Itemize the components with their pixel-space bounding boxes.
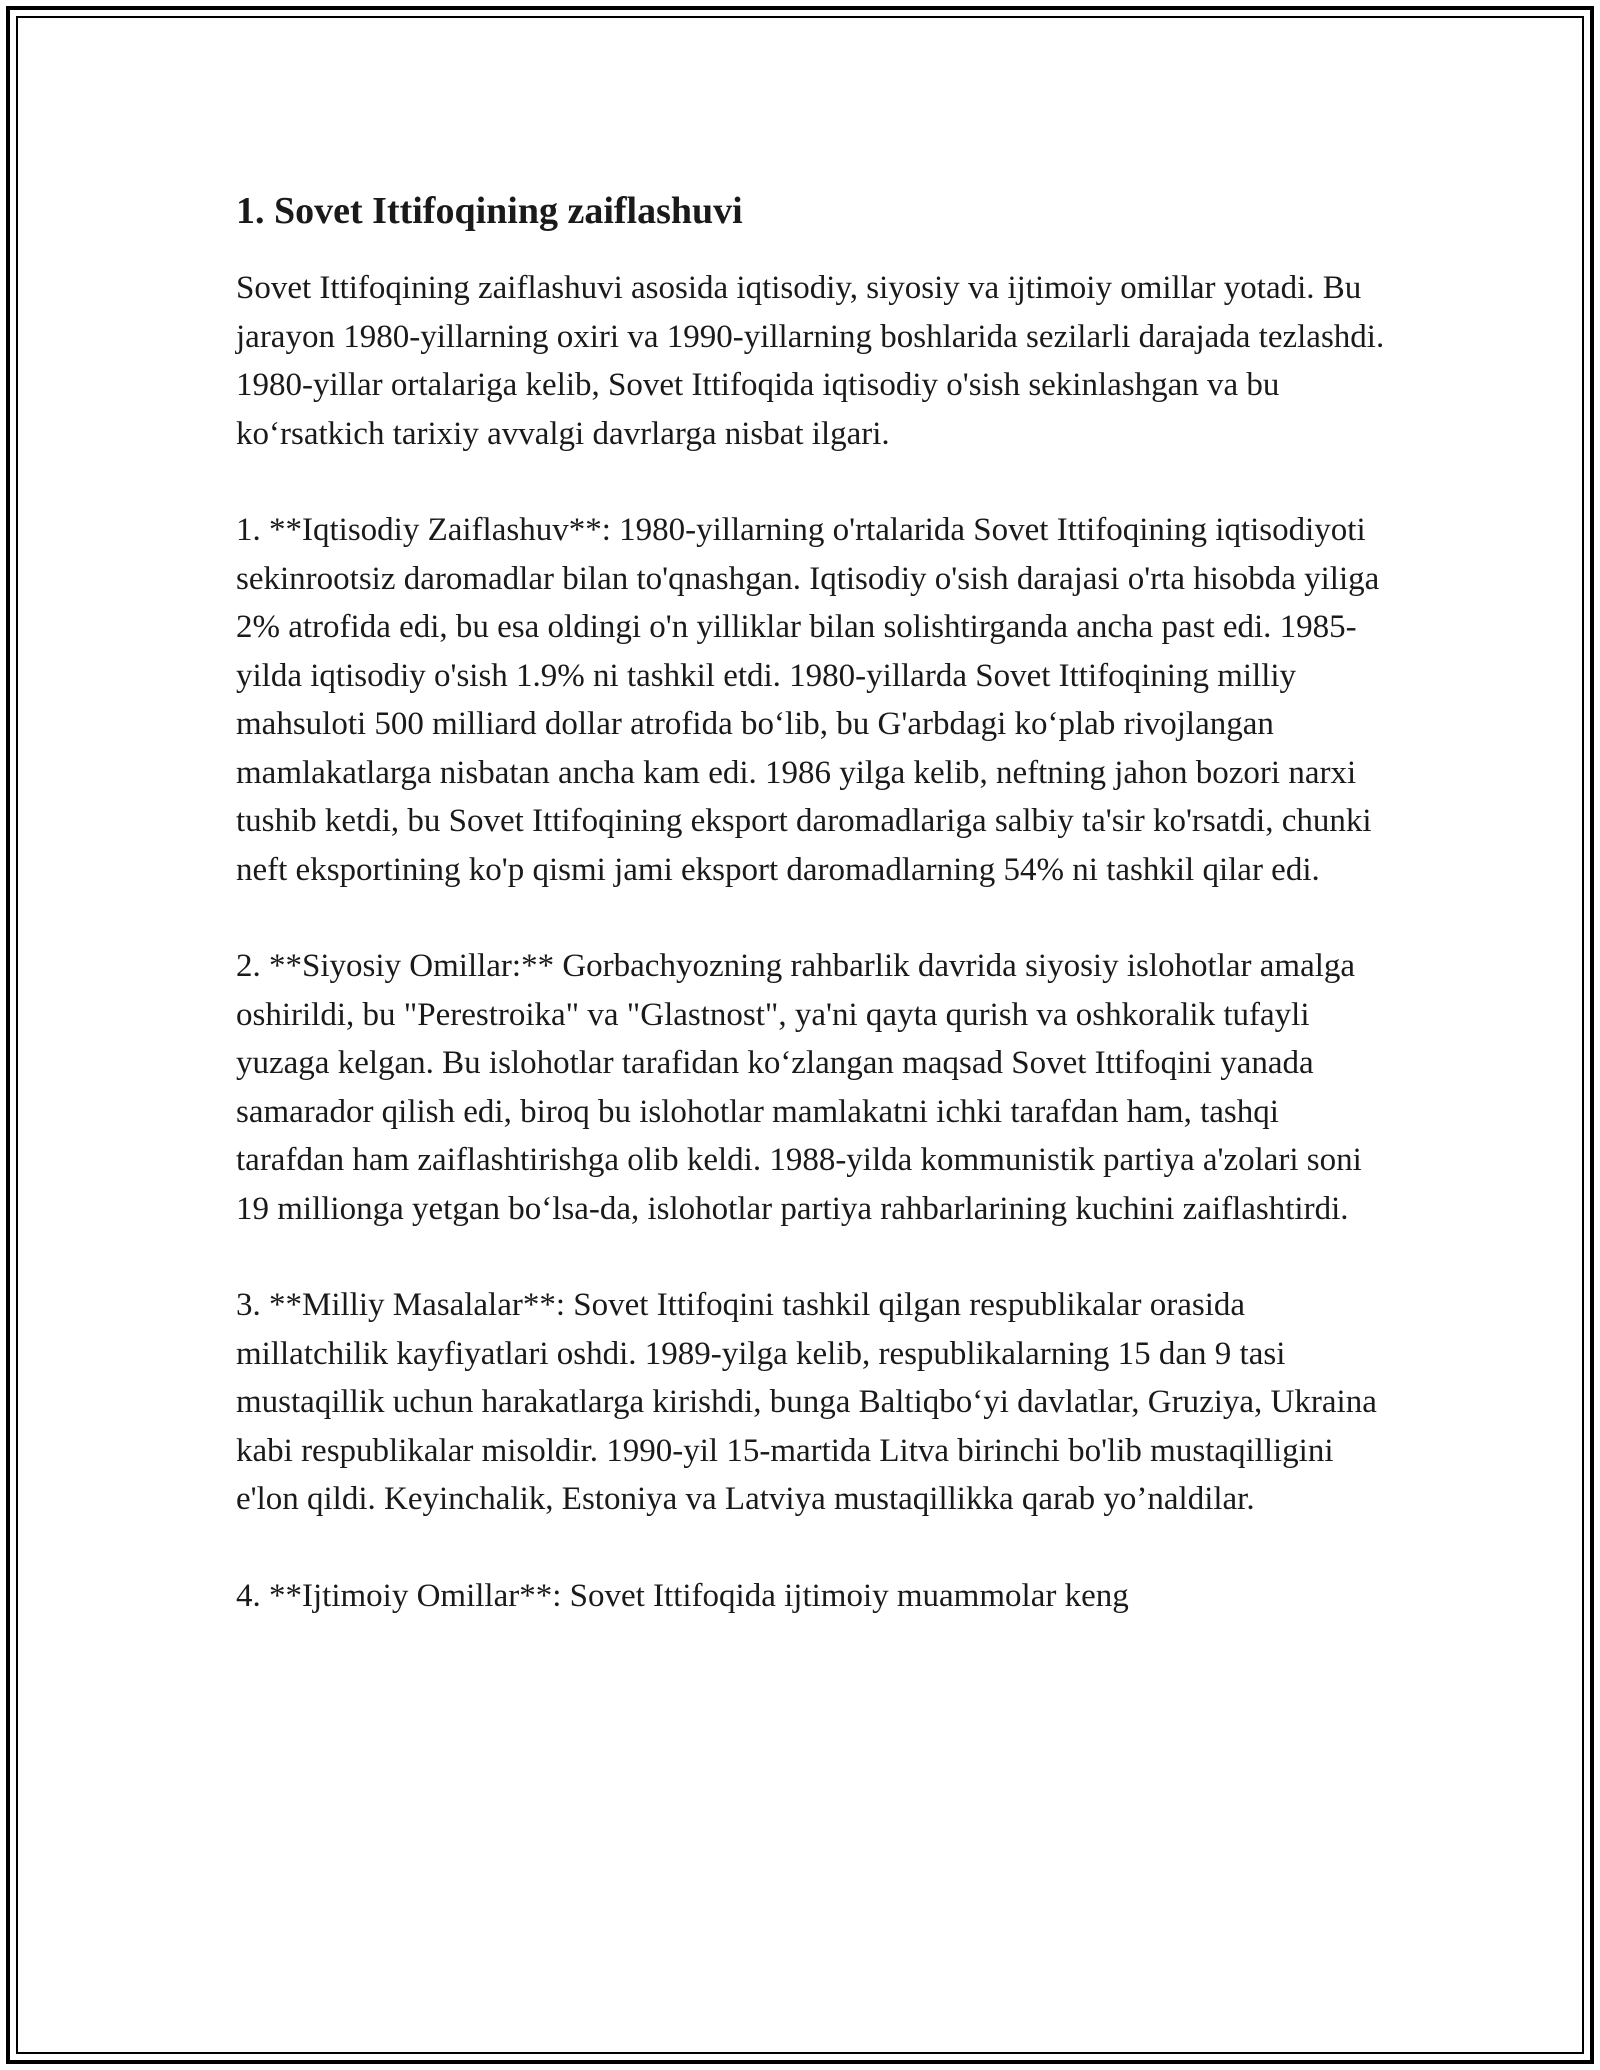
national-issues-paragraph: 3. **Milliy Masalalar**: Sovet Ittifoqini tashkil qilgan respublikalar orasida millatchilik kayfiyatlari oshdi. 1989-yilga kelib, respublikalarning 15 dan 9 tasi mustaqillik uchun harakatlarga kirishdi, bunga Baltiqboʻyi davlatlar, Gruziya, Ukraina kabi respublikalar misoldir. 1990-yil 15-martida Litva birinchi bo'lib mustaqilligini e'lon qildi. Keyinchalik, Estoniya va Latviya mustaqillikka qarab yo’naldilar. <box>236 1287 1377 1517</box>
section-heading: 1. Sovet Ittifoqining zaiflashuvi <box>236 190 743 232</box>
intro-paragraph: Sovet Ittifoqining zaiflashuvi asosida iqtisodiy, siyosiy va ijtimoiy omillar yotadi. Bu jarayon 1980-yillarning oxiri va 1990-yillarning boshlarida sezilarli darajada tezlashdi. 1980-yillar ortalariga kelib, Sovet Ittifoqida iqtisodiy o'sish sekinlashgan va bu koʻrsatkich tarixiy avvalgi davrlarga nisbat ilgari. <box>236 270 1385 452</box>
economic-weakening-paragraph: 1. **Iqtisodiy Zaiflashuv**: 1980-yillarning o'rtalarida Sovet Ittifoqining iqtisodiyoti sekinrootsiz daromadlar bilan to'qnashgan. Iqtisodiy o'sish darajasi o'rta hisobda yiliga 2% atrofida edi, bu esa oldingi o'n yilliklar bilan solishtirganda ancha past edi. 1985-yilda iqtisodiy o'sish 1.9% ni tashkil etdi. 1980-yillarda Sovet Ittifoqining milliy mahsuloti 500 milliard dollar atrofida boʻlib, bu G'arbdagi koʻplab rivojlangan mamlakatlarga nisbatan ancha kam edi. 1986 yilga kelib, neftning jahon bozori narxi tushib ketdi, bu Sovet Ittifoqining eksport daromadlariga salbiy ta'sir ko'rsatdi, chunki neft eksportining ko'p qismi jami eksport daromadlarning 54% ni tashkil qilar edi. <box>236 512 1380 888</box>
document-body <box>236 188 1386 1668</box>
social-factors-paragraph: 4. **Ijtimoiy Omillar**: Sovet Ittifoqida ijtimoiy muammolar keng <box>236 1577 1129 1614</box>
political-factors-paragraph: 2. **Siyosiy Omillar:** Gorbachyozning rahbarlik davrida siyosiy islohotlar amalga oshirildi, bu "Perestroika" va "Glastnost", ya'ni qayta qurish va oshkoralik tufayli yuzaga kelgan. Bu islohotlar tarafidan koʻzlangan maqsad Sovet Ittifoqini yanada samarador qilish edi, biroq bu islohotlar mamlakatni ichki tarafdan ham, tashqi tarafdan ham zaiflashtirishga olib keldi. 1988-yilda kommunistik partiya a'zolari soni 19 millionga yetgan boʻlsa-da, islohotlar partiya rahbarlarining kuchini zaiflashtirdi. <box>236 948 1362 1227</box>
